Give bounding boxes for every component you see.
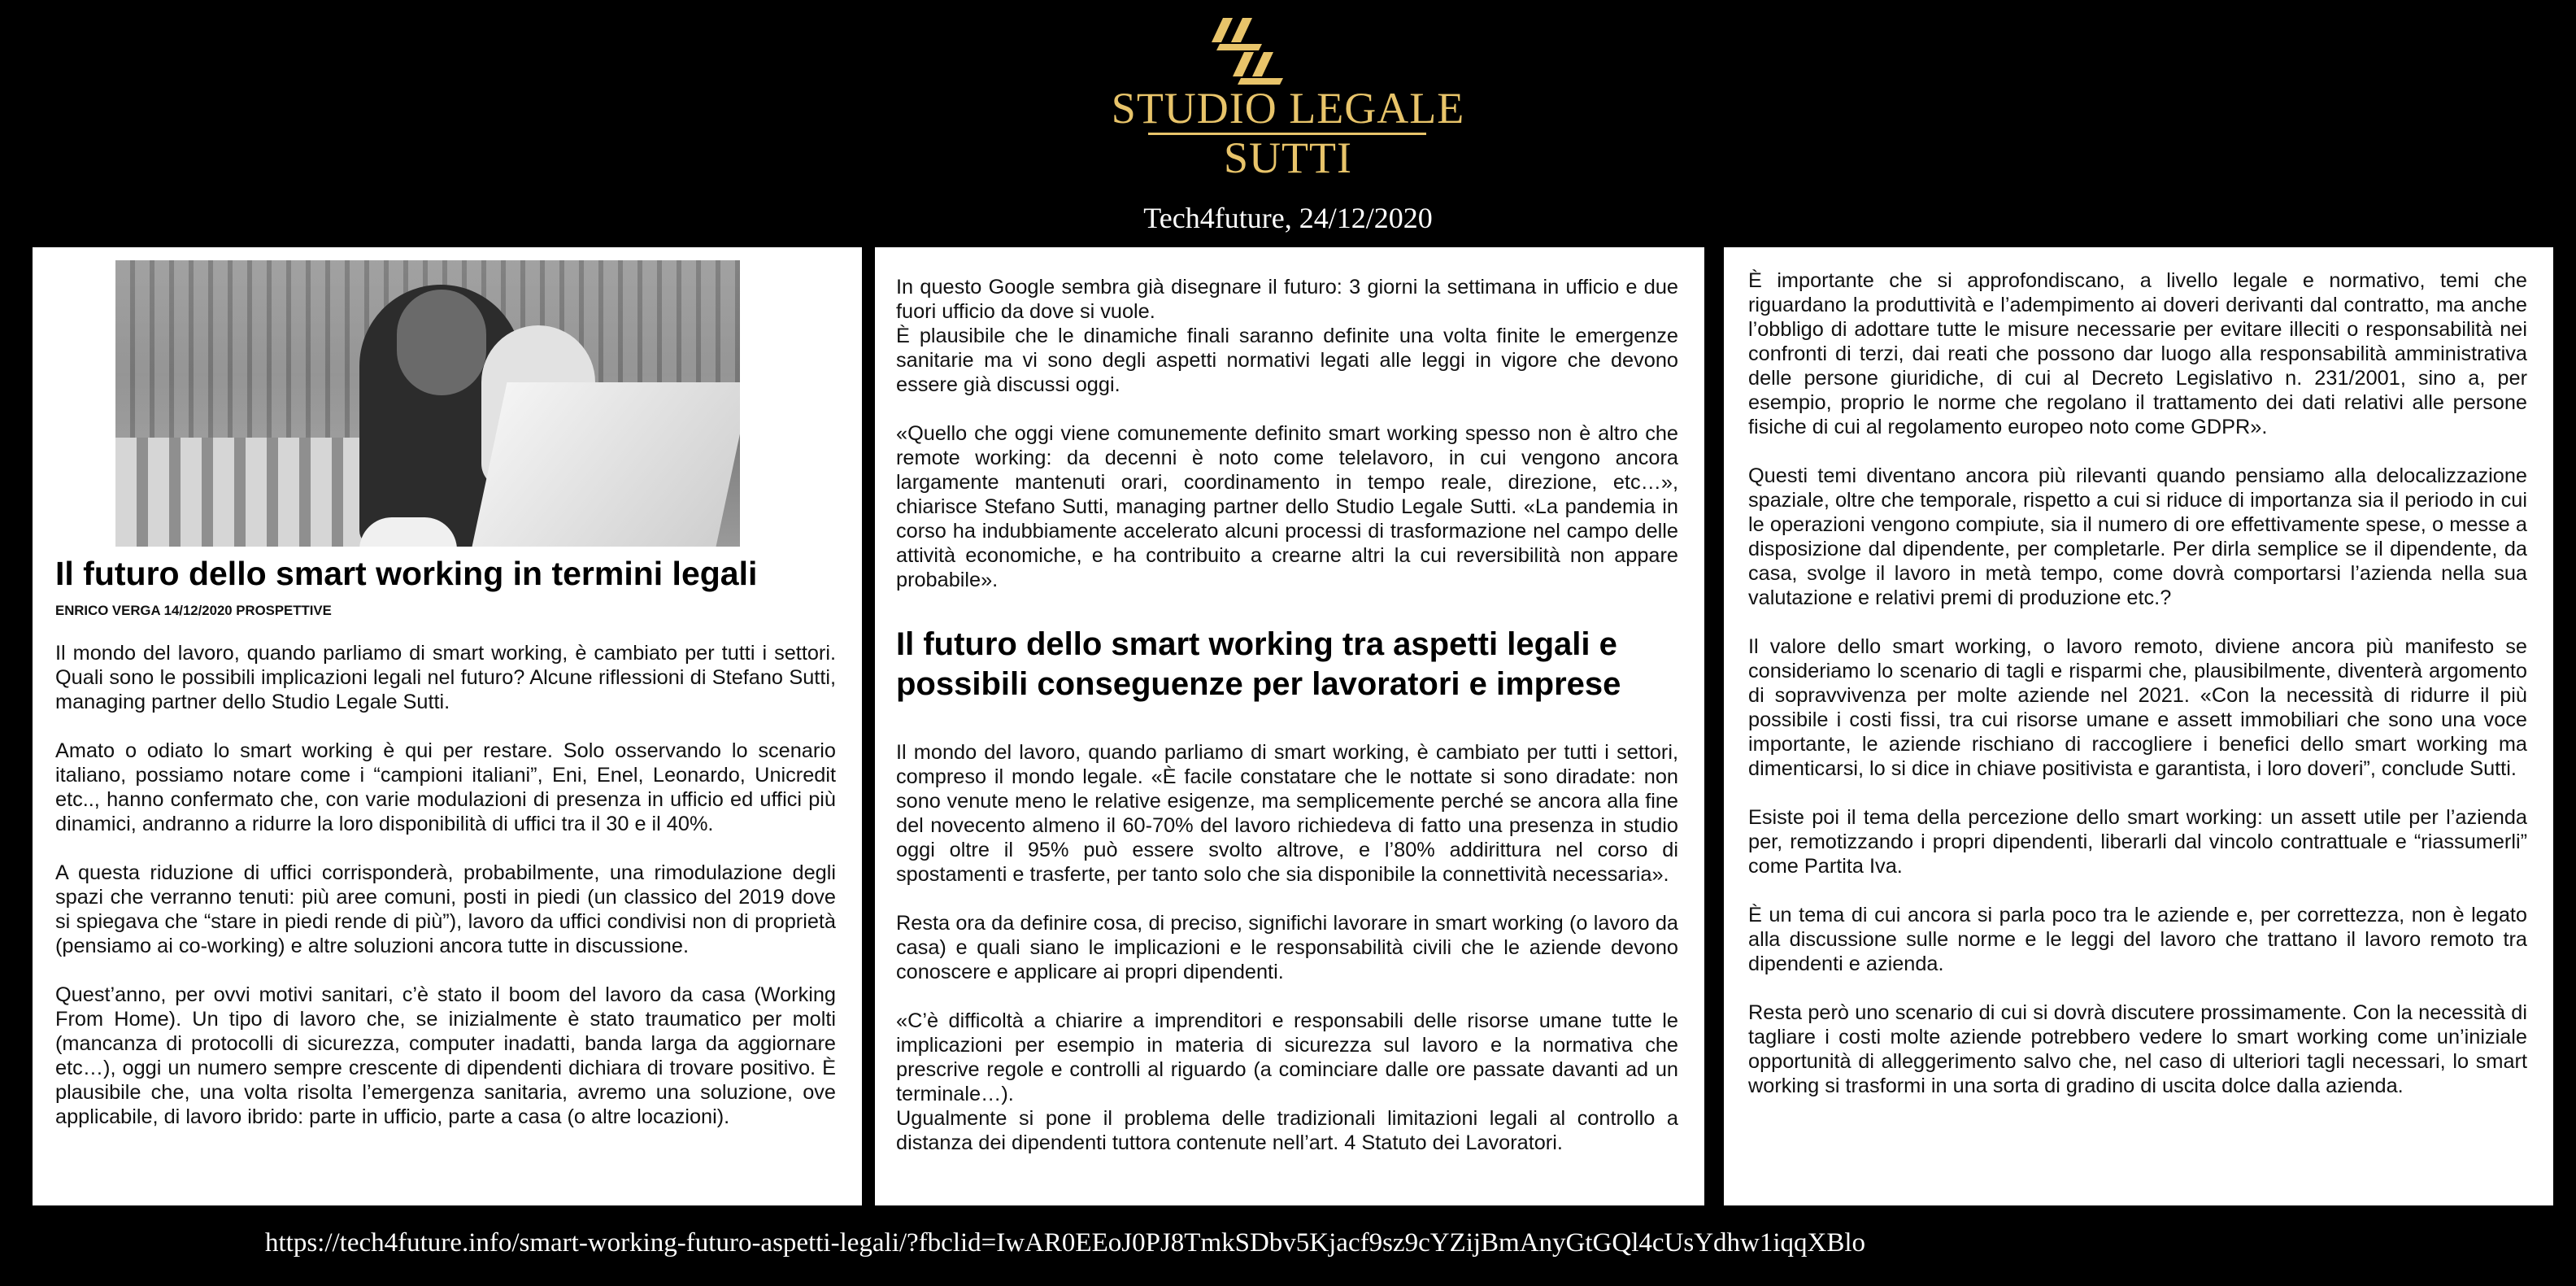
- article-column-2: [875, 247, 1704, 1205]
- paragraph: «C’è difficoltà a chiarire a imprenditori e responsabili delle risorse umane tutte le implicazioni per esempio in materia di sicurezza sul lavoro e la normativa che prescrive regole e controlli al riguardo (a cominciare dalle ore passate davanti ad un terminale…). Ugualmente si pone il problema delle tradizionali limitazioni legali al controllo a distanza dei dipendenti tuttora contenute nell’art. 4 Statuto dei Lavoratori.: [896, 1009, 1678, 1154]
- article-column-1: [33, 247, 862, 1205]
- paragraph: Il mondo del lavoro, quando parliamo di smart working, è cambiato per tutti i settori. Quali sono le possibili implicazioni legali nel futuro? Alcune riflessioni di Stefano Sutti, managing partner dello Studio Legale Sutti.: [55, 642, 836, 713]
- paragraph: Resta ora da definire cosa, di preciso, significhi lavorare in smart working (o lavoro da casa) e quali siano le implicazioni e le responsabilità civili che le aziende devono conoscere e applicare ai propri dipendenti.: [896, 912, 1678, 983]
- paragraph: In questo Google sembra già disegnare il futuro: 3 giorni la settimana in ufficio e due fuori ufficio da dove si vuole. È plausibile che le dinamiche finali saranno definite una volta finite le emergenze sanitarie ma vi sono degli aspetti normativi legati alle leggi in vigore che devono essere già discussi oggi.: [896, 276, 1678, 396]
- source-date: Tech4future, 24/12/2020: [1143, 202, 1433, 234]
- paragraph: Il mondo del lavoro, quando parliamo di smart working, è cambiato per tutti i settori, compreso il mondo legale. «È facile constatare che le nottate si sono diradate: non sono venute meno le relative esigenze, ma semplicemente perché se ancora alla fine del novecento almeno il 60-70% del lavoro richiedeva di fatto una presenza in studio oggi oltre il 95% può essere svolto altrove, e l’80% addirittura nel corso di spostamenti e trasferte, per tanto solo che sia disponibile la connettività necessaria».: [896, 741, 1678, 886]
- paragraph: Esiste poi il tema della percezione dello smart working: un assett utile per l’azienda per, remotizzando i propri dipendenti, liberarli dal vincolo contrattuale e “riassumerli” come Partita Iva.: [1748, 806, 2527, 878]
- header: [0, 0, 2576, 244]
- paragraph: È un tema di cui ancora si parla poco tra le aziende e, per correttezza, non è legato alla discussione sulle norme e le leggi del lavoro che trattano il lavoro remoto tra dipendenti e azienda.: [1748, 904, 2527, 975]
- paragraph: Quest’anno, per ovvi motivi sanitari, c’è stato il boom del lavoro da casa (Working From Home). Un tipo di lavoro che, se inizialmente è stato traumatico per molti (mancanza di protocolli di sicurezza, computer inadatti, banda larga da aggiornare etc…), oggi un numero sempre crescente di dipendenti dichiara di trovare positivo. È plausibile che, una volta risolta l’emergenza sanitaria, avremo una soluzione, ove applicabile, di lavoro ibrido: parte in ufficio, parte a casa (o altre locazioni).: [55, 983, 836, 1128]
- article-byline: ENRICO VERGA 14/12/2020 PROSPETTIVE: [55, 603, 332, 618]
- section-heading: Il futuro dello smart working tra aspetti legali e possibili conseguenze per lavoratori e imprese: [896, 626, 1621, 702]
- source-url: https://tech4future.info/smart-working-futuro-aspetti-legali/?fbclid=IwAR0EEoJ0PJ8TmkSDbv5Kjacf9sz9cYZijBmAnyGtGQl4cUsYdhw1iqqXBlo: [265, 1228, 1866, 1258]
- paragraph: Questi temi diventano ancora più rilevanti quando pensiamo alla delocalizzazione spaziale, oltre che temporale, rispetto a cui si riduce di importanza sia il periodo in cui le operazioni vengono compiute, sia il numero di ore effettivamente spese, o messe a disposizione dal dipendente, per completarle. Per dirla semplice se il dipendente, da casa, svolge il lavoro in metà tempo, come dovrà comportarsi l’azienda nella sua valutazione e relativi premi di produzione etc.?: [1748, 464, 2527, 609]
- paragraph: Il valore dello smart working, o lavoro remoto, diviene ancora più manifesto se consideriamo lo scenario di tagli e risparmi che, plausibilmente, diventerà argomento di sopravvivenza per molte aziende nel 2021. «Con la necessità di ridurre il più possibile i costi fissi, tra cui risorse umane e assett immobiliari che sono una voce importante, le aziende rischiano di raccogliere i benefici dello smart working ma dimenticarsi, lo si dice in chiave positivista e garantista, i loro doveri”, conclude Sutti.: [1748, 635, 2527, 780]
- logo-text-studio-legale: STUDIO LEGALE: [1111, 84, 1465, 133]
- article-photo: [115, 260, 740, 547]
- article-title: Il futuro dello smart working in termini legali: [55, 555, 758, 592]
- photo-man-head: [397, 290, 486, 395]
- paragraph: «Quello che oggi viene comunemente definito smart working spesso non è altro che remote working: da decenni è noto come telelavoro, in cui vengono ancora largamente mantenuti orari, coordinamento in tempo reale, direzione, etc…», chiarisce Stefano Sutti, managing partner dello Studio Legale Sutti. «La pandemia in corso ha indubbiamente accelerato alcuni processi di trasformazione nel campo delle attività economiche, e ha contribuito a crearne altri la cui reversibilità non appare probabile».: [896, 422, 1678, 591]
- paragraph: Resta però uno scenario di cui si dovrà discutere prossimamente. Con la necessità di tagliare i costi molte aziende potrebbero vedere lo smart working come un’iniziale opportunità di alleggerimento salvo che, nel caso di ulteriori tagli necessari, lo smart working si trasformi in una sorta di gradino di uscita dolce dalla azienda.: [1748, 1001, 2527, 1097]
- logo-text-sutti: SUTTI: [1224, 133, 1352, 182]
- paragraph: A questa riduzione di uffici corrisponderà, probabilmente, una rimodulazione degli spazi che verranno tenuti: più aree comuni, posti in piedi (un classico del 2019 dove si spiegava che “stare in piedi rende di più”), lavoro da uffici condivisi non di proprietà (pensiamo ai co-working) e altre soluzioni ancora tutte in discussione.: [55, 861, 836, 957]
- photo-laptop: [472, 382, 740, 547]
- paragraph: Amato o odiato lo smart working è qui per restare. Solo osservando lo scenario italiano, possiamo notare come i “campioni italiani”, Eni, Enel, Leonardo, Unicredit etc.., hanno confermato che, con varie modulazioni di presenza in ufficio ed uffici più dinamici, andranno a ridurre la loro disponibilità di uffici tra il 30 e il 40%.: [55, 739, 836, 835]
- paragraph: È importante che si approfondiscano, a livello legale e normativo, temi che riguardano la produttività e l’adempimento ai doveri derivanti dal contratto, ma anche l’obbligo di adottare tutte le misure necessarie per evitare illeciti o responsabilità nei confronti di terzi, dai reati che possono dar luogo alla responsabilità amministrativa delle persone giuridiche, di cui al Decreto Legislativo n. 231/2001, sino a, per esempio, proprio le norme che regolano il trattamento dei dati relativi alle persone fisiche di cui al regolamento europeo noto come GDPR».: [1748, 269, 2527, 438]
- studio-logo-icon: [1212, 18, 1309, 88]
- article-column-3: [1724, 247, 2553, 1205]
